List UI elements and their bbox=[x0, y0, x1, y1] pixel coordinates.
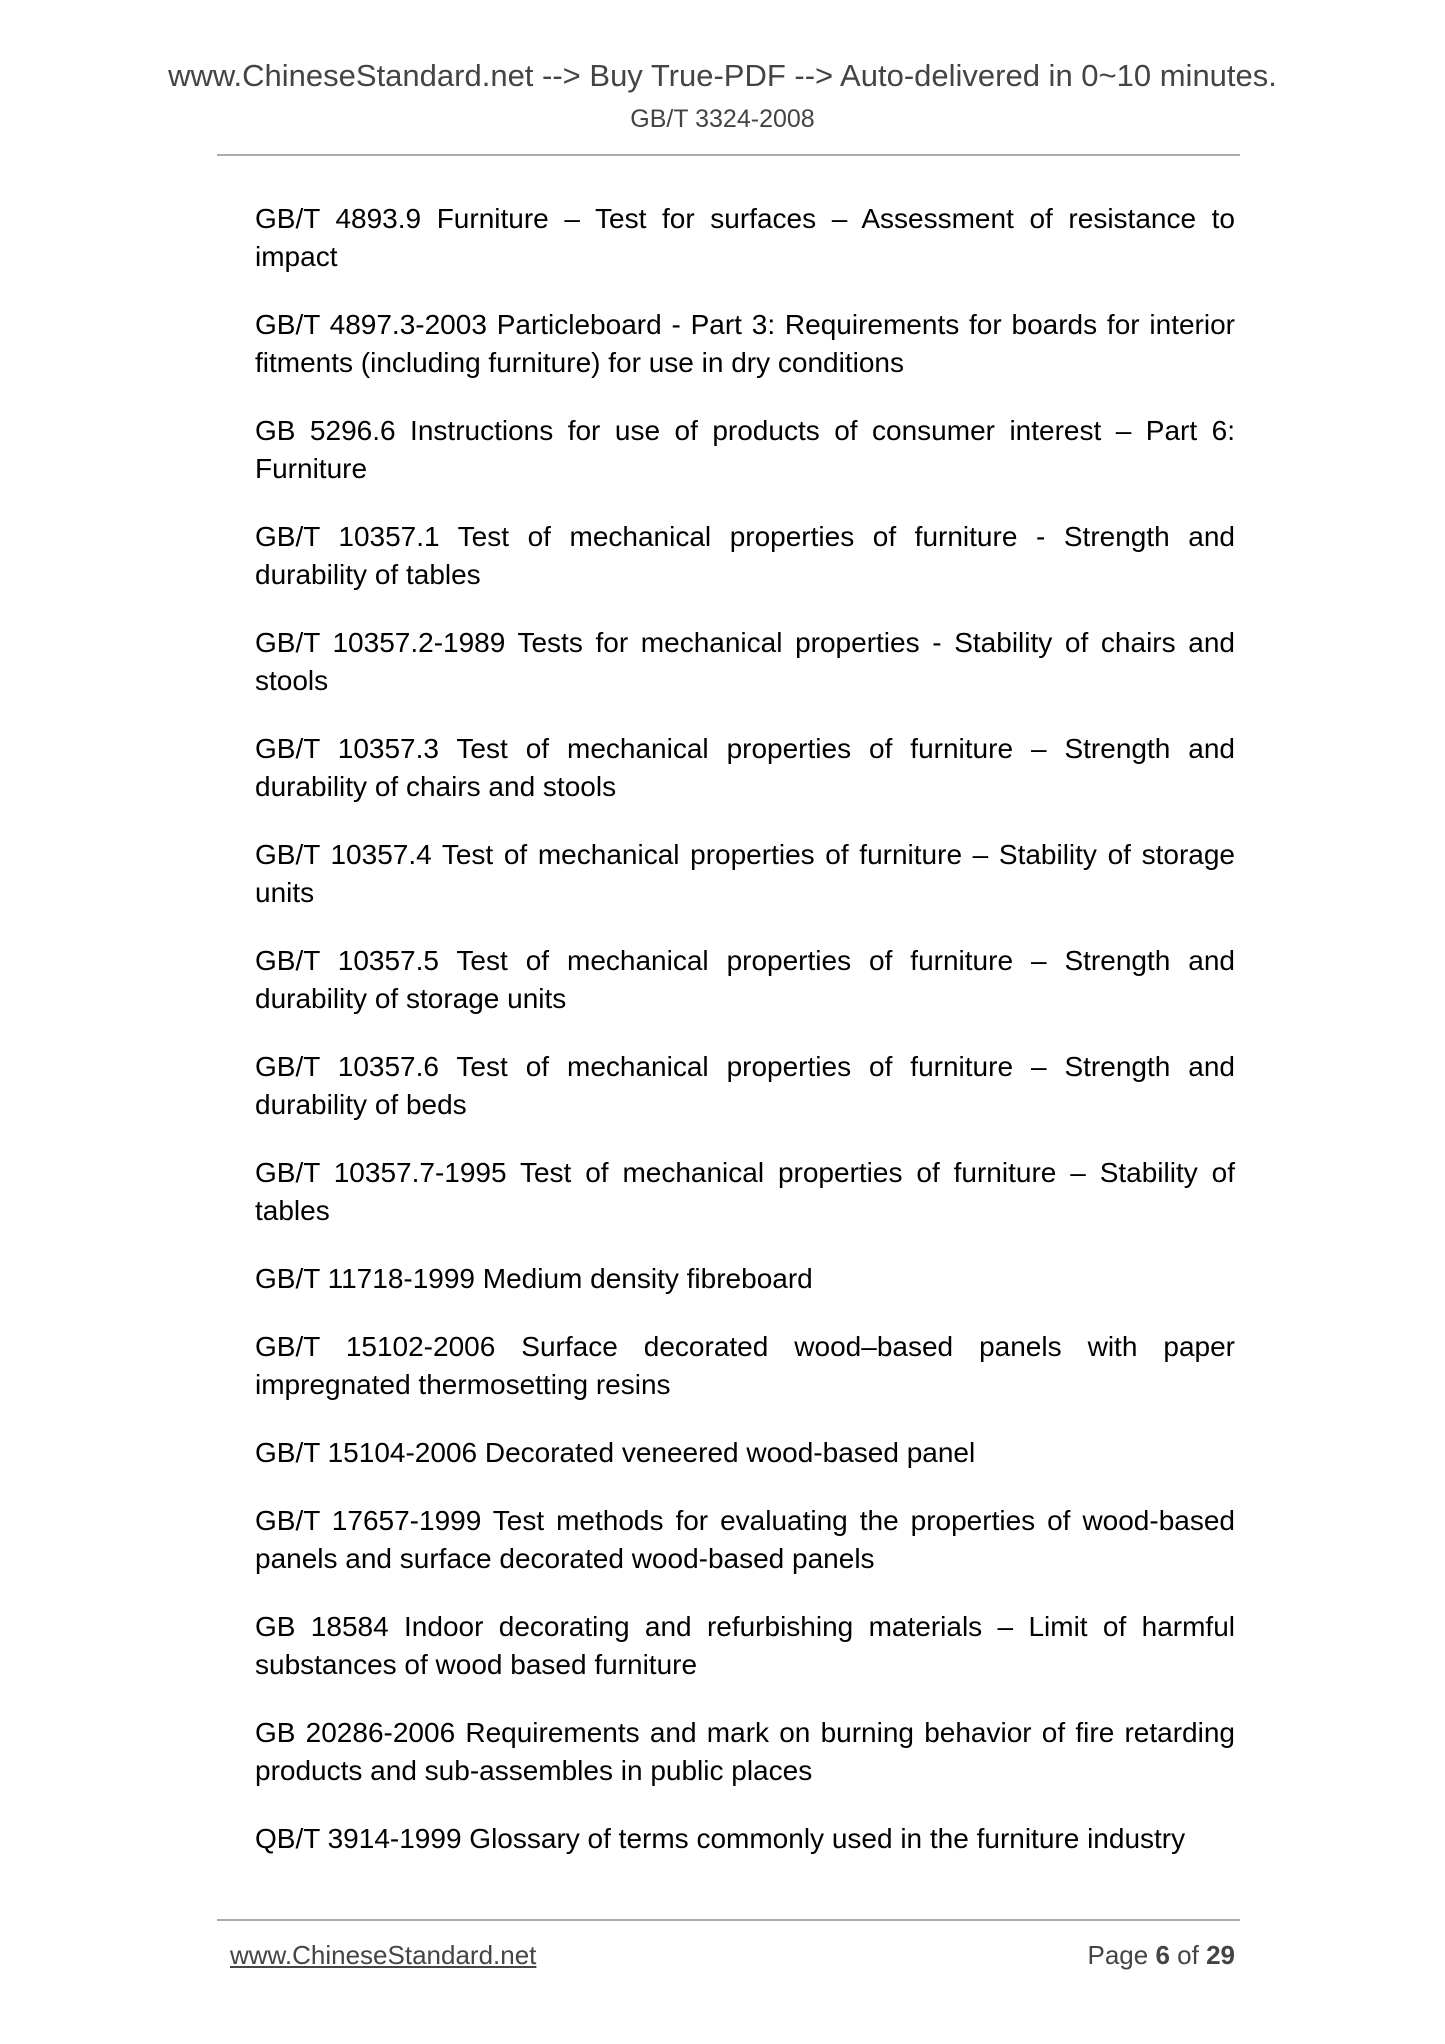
reference-entry: GB/T 10357.5 Test of mechanical properties of furniture – Strength and durability of storage units bbox=[255, 945, 1235, 1014]
reference-entry: GB/T 10357.3 Test of mechanical properties of furniture – Strength and durability of chairs and stools bbox=[255, 733, 1235, 802]
page-label: Page bbox=[1087, 1940, 1149, 1970]
reference-entry: GB/T 11718-1999 Medium density fibreboard bbox=[255, 1263, 813, 1294]
reference-entry: GB/T 10357.7-1995 Test of mechanical properties of furniture – Stability of tables bbox=[255, 1157, 1235, 1226]
standard-id: GB/T 3324-2008 bbox=[630, 105, 815, 133]
reference-entry: GB/T 17657-1999 Test methods for evaluating the properties of wood-based panels and surface decorated wood-based panels bbox=[255, 1505, 1235, 1574]
page-total: 29 bbox=[1206, 1940, 1235, 1970]
reference-entry: GB 5296.6 Instructions for use of products of consumer interest – Part 6: Furniture bbox=[255, 415, 1235, 484]
header-divider bbox=[217, 154, 1240, 156]
reference-entry: GB/T 10357.2-1989 Tests for mechanical properties - Stability of chairs and stools bbox=[255, 627, 1235, 696]
reference-entry: GB/T 4897.3-2003 Particleboard - Part 3: Requirements for boards for interior fitments (including furniture) for use in dry conditions bbox=[255, 309, 1235, 378]
reference-entry: GB 20286-2006 Requirements and mark on burning behavior of fire retarding products and sub-assembles in public places bbox=[255, 1717, 1235, 1786]
footer-divider bbox=[217, 1919, 1240, 1921]
reference-list bbox=[255, 200, 1235, 1888]
reference-entry: GB/T 15102-2006 Surface decorated wood–based panels with paper impregnated thermosetting resins bbox=[255, 1331, 1235, 1400]
reference-entry: QB/T 3914-1999 Glossary of terms commonly used in the furniture industry bbox=[255, 1823, 1186, 1854]
reference-entry: GB/T 10357.4 Test of mechanical properties of furniture – Stability of storage units bbox=[255, 839, 1235, 908]
reference-entry: GB 18584 Indoor decorating and refurbishing materials – Limit of harmful substances of wood based furniture bbox=[255, 1611, 1235, 1680]
reference-entry: GB/T 10357.6 Test of mechanical properties of furniture – Strength and durability of beds bbox=[255, 1051, 1235, 1120]
reference-entry: GB/T 15104-2006 Decorated veneered wood-based panel bbox=[255, 1437, 976, 1468]
reference-entry: GB/T 4893.9 Furniture – Test for surfaces – Assessment of resistance to impact bbox=[255, 203, 1235, 272]
header-banner: www.ChineseStandard.net --> Buy True-PDF --> Auto-delivered in 0~10 minutes. bbox=[168, 58, 1277, 93]
page-current: 6 bbox=[1155, 1940, 1170, 1970]
footer-site-link[interactable]: www.ChineseStandard.net bbox=[230, 1940, 537, 1970]
page-of: of bbox=[1177, 1940, 1199, 1970]
reference-entry: GB/T 10357.1 Test of mechanical properties of furniture - Strength and durability of tables bbox=[255, 521, 1235, 590]
page-indicator bbox=[1087, 1940, 1235, 1971]
